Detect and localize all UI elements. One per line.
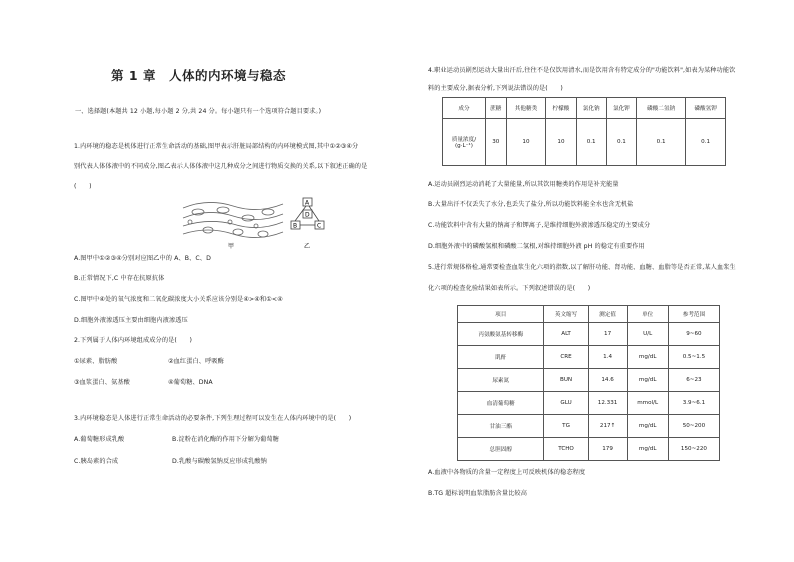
q5-cell: CRE — [544, 346, 588, 369]
figure-label-yi: 乙 — [304, 243, 311, 250]
q1-stem-line2: 别代表人体体液中的不同成分,图乙表示人体体液中这几种成分之间进行物质交换的关系,以下叙述正确的是 — [74, 163, 368, 170]
q4-th: 磷酸氢钾 — [686, 98, 726, 119]
q5-th: 单位 — [627, 306, 668, 323]
q3-stem: 3.内环境稳态是人体进行正常生命活动的必要条件,下列生理过程可以发生在人体内环境中的是( ) — [74, 415, 352, 422]
table-row — [443, 119, 726, 166]
q4-cell: 10 — [546, 119, 576, 166]
table-row — [458, 323, 720, 346]
q1-answer-paren: ( ) — [74, 183, 92, 190]
q1-option-b: B.正常情况下,C 中存在抗原抗体 — [74, 275, 165, 282]
node-b-label: B — [293, 222, 298, 230]
q5-cell: TG — [544, 415, 588, 438]
q4-cell: 0.1 — [606, 119, 636, 166]
node-c-label: C — [317, 222, 322, 230]
q5-cell: ALT — [544, 323, 588, 346]
q4-cell: 30 — [485, 119, 506, 166]
q4-option-d: D.细胞外液中的磷酸氢根和磷酸二氢根,对维持细胞外液 pH 的稳定有重要作用 — [428, 243, 645, 250]
q5-th: 参考范围 — [668, 306, 719, 323]
q5-cell: 1.4 — [588, 346, 627, 369]
q4-row-label-line2: (g·L⁻¹) — [454, 143, 473, 149]
q2-item-1: ①尿素、脂肪酸 — [74, 358, 118, 365]
figure-jia-sketch — [183, 202, 283, 237]
q4-cell: 0.1 — [686, 119, 726, 166]
q5-cell: BUN — [544, 369, 588, 392]
q5-cell: 甘油三酯 — [458, 415, 544, 438]
table-row — [458, 346, 720, 369]
q5-th: 项目 — [458, 306, 544, 323]
q3-option-c: C.胰岛素的合成 — [74, 458, 119, 465]
q5-cell: mg/dL — [627, 415, 668, 438]
q5-cell: 总胆固醇 — [458, 438, 544, 461]
chapter-title: 第 1 章 人体的内环境与稳态 — [111, 68, 286, 83]
q1-stem-line1: 1.内环境的稳态是机体进行正常生命活动的基础,图甲表示肝脏局部结构的内环境模式图,其中①②③④分 — [74, 143, 359, 150]
q1-option-c: C.图甲中④处的氧气浓度和二氧化碳浓度大小关系应该分别是④>④和①<④ — [74, 296, 283, 303]
q2-stem: 2.下列属于人体内环境组成成分的是( ) — [74, 337, 193, 344]
q5-option-a: A.血液中各物质的含量一定程度上可反映机体的稳态程度 — [428, 469, 586, 476]
q5-cell: 丙氨酸氨基转移酶 — [458, 323, 544, 346]
q4-th: 磷酸二氢钠 — [637, 98, 686, 119]
q5-cell: 150~220 — [668, 438, 719, 461]
q4-row-label — [443, 119, 486, 166]
q5-th: 测定值 — [588, 306, 627, 323]
figure-label-jia: 甲 — [228, 243, 235, 250]
q5-cell: 50~200 — [668, 415, 719, 438]
q5-cell: mg/dL — [627, 438, 668, 461]
q1-option-d: D.细胞外液渗透压主要由细胞内液渗透压 — [74, 317, 188, 324]
q5-cell: GLU — [544, 392, 588, 415]
q5-cell: 6~23 — [668, 369, 719, 392]
q5-cell: U/L — [627, 323, 668, 346]
q4-stem-line2: 料的主要成分,据表分析,下列说法错误的是( ) — [428, 85, 563, 92]
q5-th: 英文缩写 — [544, 306, 588, 323]
q4-row-label-line1: 质量浓度/ — [451, 137, 477, 143]
table-row — [458, 369, 720, 392]
q4-table — [442, 97, 726, 166]
q5-cell: 肌酐 — [458, 346, 544, 369]
q4-option-c: C.功能饮料中含有大量的钠离子和钾离子,是维持细胞外液渗透压稳定的主要成分 — [428, 222, 651, 229]
q5-stem-line1: 5.进行常规体格检,通常要检查血浆生化六项的指数,以了解肝功能、肾功能、血糖、血脂等是否正常,某人血浆生 — [428, 264, 736, 271]
q2-item-4: ④葡萄糖、DNA — [168, 379, 213, 386]
q2-item-3: ③血浆蛋白、氨基酸 — [74, 379, 130, 386]
q1-option-a: A.图甲中①②③④分别对应图乙中的 A、B、C、D — [74, 255, 211, 262]
q4-table-header — [443, 98, 726, 119]
table-row — [458, 392, 720, 415]
q3-option-b: B.淀粉在消化酶的作用下分解为葡萄糖 — [172, 436, 280, 443]
section-instructions: 一、选择题(本题共 12 小题,每小题 2 分,共 24 分。每小题只有一个选项符合题目要求。) — [75, 108, 322, 115]
q5-cell: 9~60 — [668, 323, 719, 346]
q4-th: 氯化钾 — [606, 98, 636, 119]
q4-th: 蔗糖 — [485, 98, 506, 119]
q5-cell: 17 — [588, 323, 627, 346]
q4-th: 柠檬酸 — [546, 98, 576, 119]
q1-diagram — [178, 188, 328, 250]
q5-cell: TCHO — [544, 438, 588, 461]
q5-option-b: B.TG 超标说明血浆脂肪含量比较高 — [428, 490, 527, 497]
q4-option-b: B.大量出汗不仅丢失了水分,也丢失了盐分,所以功能饮料能全水也含无机盐 — [428, 201, 634, 208]
q5-table-header — [458, 306, 720, 323]
q4-th: 氯化钠 — [576, 98, 606, 119]
q4-cell: 10 — [506, 119, 546, 166]
q5-cell: 179 — [588, 438, 627, 461]
q5-cell: mg/dL — [627, 369, 668, 392]
q5-cell: 217↑ — [588, 415, 627, 438]
node-d-label: D — [305, 211, 310, 219]
q4-option-a: A.运动员剧烈运动消耗了大量能量,所以其饮用糖类的作用是补充能量 — [428, 181, 619, 188]
q2-item-2: ②血红蛋白、呼吸酶 — [168, 358, 224, 365]
node-a-label: A — [305, 199, 310, 207]
q3-option-a: A.葡萄糖形成乳酸 — [74, 436, 125, 443]
q5-cell: 0.5~1.5 — [668, 346, 719, 369]
q1-figure — [178, 188, 328, 250]
q5-cell: 14.6 — [588, 369, 627, 392]
q5-cell: mmol/L — [627, 392, 668, 415]
q5-cell: mg/dL — [627, 346, 668, 369]
q5-cell: 尿素氮 — [458, 369, 544, 392]
q3-option-d: D.乳酸与碳酸氢钠反应形成乳酸钠 — [172, 458, 267, 465]
table-row — [458, 415, 720, 438]
q5-table — [457, 305, 720, 461]
q4-cell: 0.1 — [637, 119, 686, 166]
q4-cell: 0.1 — [576, 119, 606, 166]
q5-stem-line2: 化六项的检查化验结果如表所示。下列叙述错误的是( ) — [428, 285, 591, 292]
q4-th: 成分 — [443, 98, 486, 119]
q5-cell: 3.9~6.1 — [668, 392, 719, 415]
q5-cell: 12.331 — [588, 392, 627, 415]
table-row — [458, 438, 720, 461]
q5-cell: 血清葡萄糖 — [458, 392, 544, 415]
q4-stem-line1: 4.职业运动员剧烈运动大量出汗后,往往不是仅饮用清水,而是饮用含有特定成分的"功能饮料",如表为某种功能饮 — [428, 67, 736, 74]
q4-th: 其他糖类 — [506, 98, 546, 119]
